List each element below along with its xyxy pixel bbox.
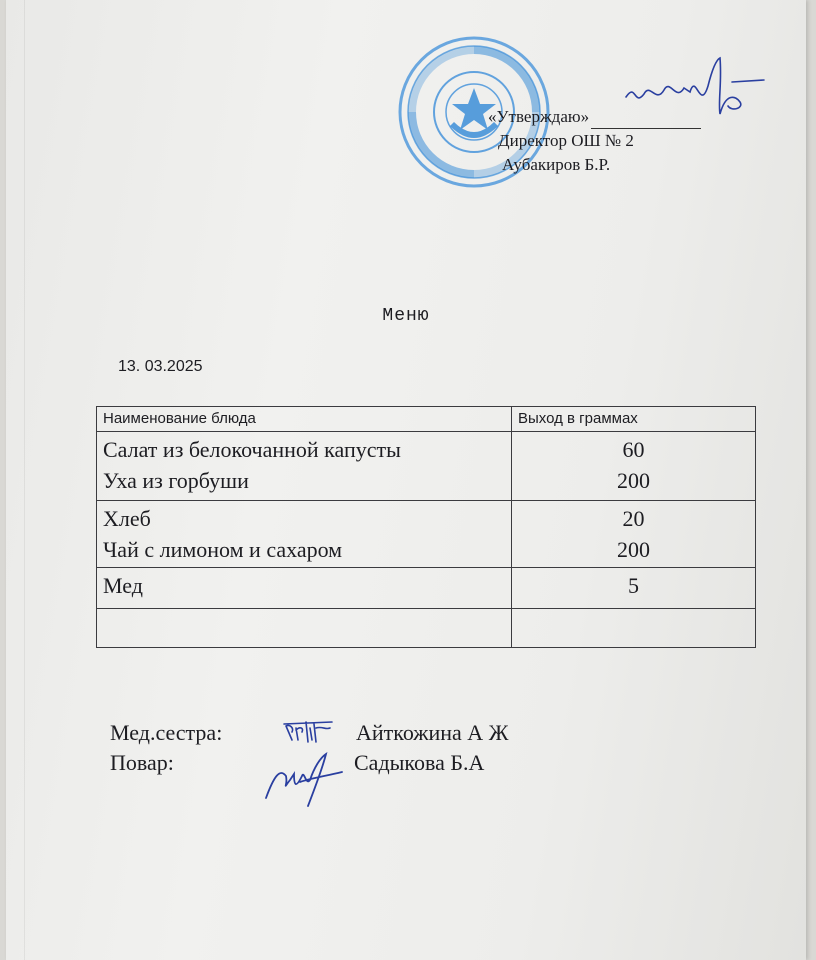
staff-name: Айткожина А Ж	[356, 720, 509, 745]
approval-block	[488, 105, 701, 177]
table-header-row	[97, 407, 756, 432]
grams-cell	[512, 432, 756, 501]
dish-cell	[97, 432, 512, 501]
cook-signature-icon	[260, 746, 346, 810]
dish-cell	[97, 609, 512, 648]
dish-cell	[97, 501, 512, 568]
staff-role: Мед.сестра:	[110, 720, 223, 745]
page-fold	[24, 0, 25, 960]
signature-line	[591, 112, 701, 129]
approval-name: Аубакиров Б.Р.	[502, 155, 611, 174]
grams-cell	[512, 609, 756, 648]
document-page	[6, 0, 806, 960]
table-row	[97, 432, 756, 501]
grams-cell	[512, 501, 756, 568]
document-date: 13. 03.2025	[118, 358, 203, 375]
staff-role: Повар:	[110, 750, 174, 775]
grams-value: 5	[628, 573, 639, 598]
column-header-grams: Выход в граммах	[512, 407, 756, 432]
dish-name: Салат из белокочанной капусты	[103, 437, 401, 462]
dish-name: Уха из горбуши	[103, 468, 249, 493]
table-row	[97, 568, 756, 609]
dish-name: Мед	[103, 573, 143, 598]
grams-value: 200	[617, 468, 650, 493]
dish-name: Хлеб	[103, 506, 151, 531]
dish-cell	[97, 568, 512, 609]
grams-value: 60	[622, 437, 645, 462]
dish-name: Чай с лимоном и сахаром	[103, 537, 343, 562]
grams-value: 20	[622, 506, 645, 531]
grams-value: 200	[617, 537, 650, 562]
table-row	[97, 501, 756, 568]
grams-cell	[512, 568, 756, 609]
document-title: Меню	[382, 306, 430, 326]
table-row-empty	[97, 609, 756, 648]
approval-heading: «Утверждаю»	[488, 107, 590, 126]
staff-name: Садыкова Б.А	[354, 750, 485, 775]
menu-table	[96, 406, 756, 648]
column-header-dish: Наименование блюда	[97, 407, 512, 432]
approval-position: Директор ОШ № 2	[498, 131, 634, 150]
nurse-signature-icon	[282, 718, 334, 746]
